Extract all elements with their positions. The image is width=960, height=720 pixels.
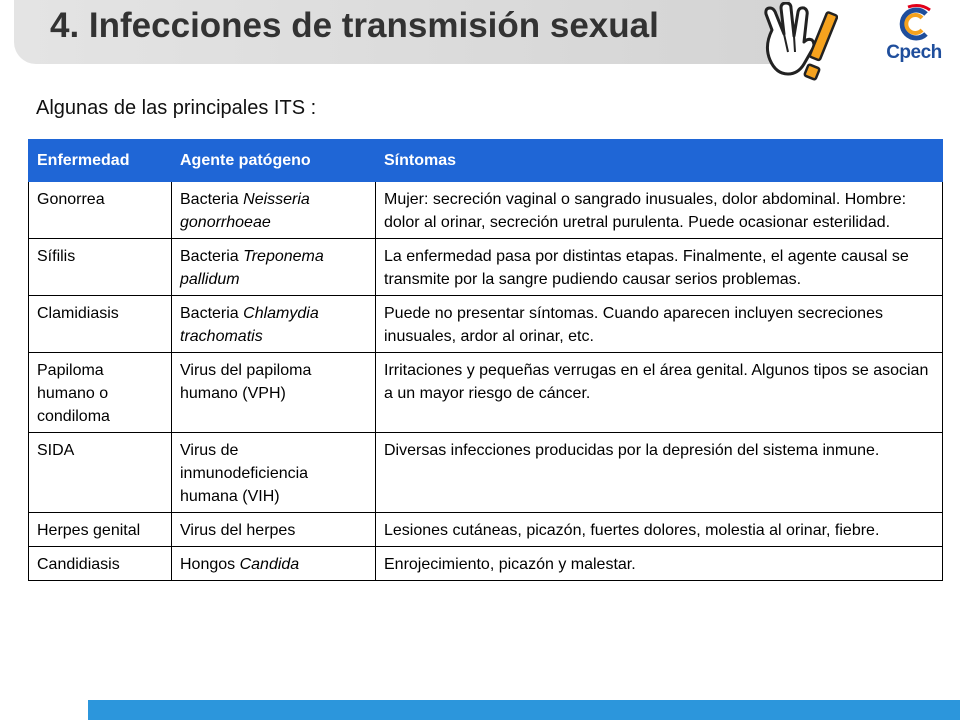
agent-text: Bacteria [180,305,244,322]
table-row [29,296,943,353]
agent-cell [172,296,376,353]
agent-italic: Candida [239,556,300,573]
header-agente: Agente patógeno [172,140,376,182]
title-bar [14,0,790,64]
table-row [29,547,943,581]
its-table [28,139,943,581]
section-subtitle: Algunas de las principales ITS : [36,97,317,119]
agent-text: Hongos [180,556,240,573]
symptoms-cell: La enfermedad pasa por distintas etapas. Finalmente, el agente causal se transmite por la sangre pudiendo causar serios problemas. [376,239,943,296]
table-header-row [29,140,943,182]
disease-cell: SIDA [29,433,172,513]
header-enfermedad: Enfermedad [29,140,172,182]
agent-text: Virus de inmunodeficiencia humana (VIH) [180,442,309,505]
agent-cell [172,239,376,296]
symptoms-cell: Puede no presentar síntomas. Cuando aparecen incluyen secreciones inusuales, ardor al orinar, etc. [376,296,943,353]
table-row [29,182,943,239]
symptoms-cell: Enrojecimiento, picazón y malestar. [376,547,943,581]
disease-cell: Herpes genital [29,513,172,547]
agent-cell [172,513,376,547]
agent-cell [172,433,376,513]
disease-cell: Candidiasis [29,547,172,581]
disease-cell: Clamidiasis [29,296,172,353]
agent-cell [172,182,376,239]
agent-italic: Neisseria gonorrhoeae [180,191,310,231]
cpech-logo [880,4,948,70]
footer-bar [88,700,960,720]
table-row [29,513,943,547]
symptoms-cell: Diversas infecciones producidas por la depresión del sistema inmune. [376,433,943,513]
disease-cell: Sífilis [29,239,172,296]
disease-cell: Gonorrea [29,182,172,239]
disease-cell: Papiloma humano o condiloma [29,353,172,433]
agent-text: Virus del papiloma humano (VPH) [180,362,312,402]
table-row [29,433,943,513]
agent-italic: Treponema pallidum [180,248,324,288]
agent-text: Bacteria [180,191,244,208]
symptoms-cell: Lesiones cutáneas, picazón, fuertes dolores, molestia al orinar, fiebre. [376,513,943,547]
table-row [29,353,943,433]
agent-cell [172,353,376,433]
agent-text: Bacteria [180,248,244,265]
agent-text: Virus del herpes [180,522,296,539]
table-row [29,239,943,296]
agent-cell [172,547,376,581]
agent-italic: Chlamydia trachomatis [180,305,319,345]
logo-text: Cpech [886,42,942,63]
pointing-hand-exclamation-icon [758,2,838,88]
page-title: 4. Infecciones de transmisión sexual [50,6,659,45]
header-sintomas: Síntomas [376,140,943,182]
symptoms-cell: Irritaciones y pequeñas verrugas en el área genital. Algunos tipos se asocian a un mayor riesgo de cáncer. [376,353,943,433]
symptoms-cell: Mujer: secreción vaginal o sangrado inusuales, dolor abdominal. Hombre: dolor al orinar, secreción uretral purulenta. Puede ocasionar esterilidad. [376,182,943,239]
